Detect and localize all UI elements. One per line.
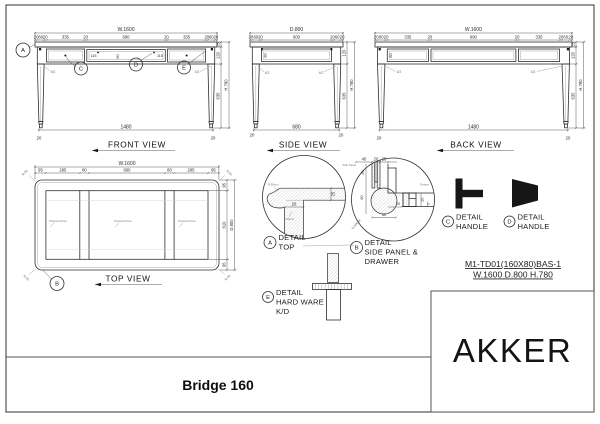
dim-label: 690: [122, 34, 130, 40]
dim-label: 295: [59, 167, 67, 173]
dim-label: 60: [334, 34, 340, 40]
dim-label: 25: [570, 42, 576, 47]
dim-label: 95: [221, 182, 227, 188]
dim-label: 20: [330, 34, 335, 40]
knob-right: [186, 55, 188, 57]
detail-label: DRAWER: [364, 257, 400, 266]
panel-note: Plywood 9mm: [114, 219, 132, 223]
dim-label: 20: [360, 170, 365, 175]
dim-label: 20: [249, 132, 255, 138]
detail-label: DETAIL: [278, 233, 306, 242]
callout-letter: E: [266, 295, 270, 302]
dim-label: 80: [167, 167, 172, 173]
dim-label: H.780: [348, 79, 354, 91]
dim-label: 60: [208, 34, 214, 40]
detail-label: HANDLE: [456, 222, 489, 231]
dim-label: 20: [381, 156, 387, 162]
dim-label: 680: [292, 124, 301, 131]
callout-letter: D: [507, 219, 512, 226]
dim-label: 20: [204, 34, 210, 40]
dim-label: H.780: [577, 79, 583, 91]
dim-label: R.50: [22, 273, 31, 282]
dim-label: 295: [187, 167, 195, 173]
detail-label: SIDE PANEL &: [364, 247, 418, 257]
leg-note: 4/2: [194, 70, 200, 74]
dim-label: 20: [568, 34, 574, 40]
dim-label: 60: [378, 34, 384, 40]
dim-label: 20: [376, 135, 382, 141]
leg-post-mark: [567, 48, 569, 50]
dim-label: 80: [389, 53, 393, 58]
leg-note: 4/2: [50, 70, 56, 74]
dim-label: 40: [361, 156, 367, 162]
callout-letter: C: [445, 219, 451, 226]
leg-note: 4/2: [396, 70, 402, 74]
dim-label: W.1600: [464, 27, 482, 33]
dim-label: D.800: [228, 219, 234, 231]
screw-dot: [153, 52, 155, 54]
dim-label: 335: [404, 34, 412, 40]
detail-label: DETAIL: [276, 288, 304, 297]
dim-label: 25: [330, 191, 336, 197]
detail-label: HANDLE: [517, 222, 550, 231]
dim-label: 60: [253, 34, 259, 40]
dim-label: 635: [570, 92, 576, 100]
panel-note: Plywood 9mm: [49, 219, 67, 223]
callout-letter: A: [21, 48, 25, 55]
dim-label: 20: [565, 135, 571, 141]
dim-label: 80: [263, 53, 268, 58]
dim-label: 3.50mm: [284, 217, 295, 221]
dim-label: 20: [33, 34, 39, 40]
dim-label: 20: [514, 34, 520, 40]
dim-label: R.50: [223, 273, 232, 282]
dim-label: 1480: [467, 124, 479, 131]
dim-label: 690: [469, 34, 477, 40]
leg-note: 4/2: [318, 71, 324, 75]
part-code-block: [465, 259, 561, 280]
dim-label: 115: [90, 53, 97, 58]
dim-label: 20: [248, 34, 254, 40]
leg-post-mark: [261, 48, 263, 50]
knob-left: [64, 55, 66, 57]
dim-label: R.50mm: [268, 182, 279, 187]
dim-label: 80: [82, 167, 87, 173]
dim-label: R.50MM: [350, 218, 362, 231]
dim-label: D.800: [289, 27, 304, 33]
dim-label: 1480: [120, 124, 132, 131]
dim-label: 635: [341, 92, 347, 100]
view-label: TOP VIEW: [105, 273, 151, 284]
dim-label: 335: [535, 34, 543, 40]
dowel-section: [371, 188, 397, 214]
dim-label: 120: [215, 52, 221, 59]
product-code: M1-TD01(160X80)BAS-1: [464, 259, 562, 269]
handle-stem: [463, 190, 484, 197]
callout-letter: E: [182, 65, 186, 72]
callout-letter: A: [268, 240, 272, 247]
callout-letter: B: [55, 281, 59, 288]
dim-label: 660: [123, 167, 131, 173]
dim-label: 115: [156, 53, 164, 58]
dim-label: 60: [563, 34, 569, 40]
callout-letter: C: [78, 66, 84, 73]
product-title: Bridge 160: [182, 377, 254, 393]
dim-label: 95: [221, 262, 227, 268]
view-label: FRONT VIEW: [108, 139, 166, 150]
dim-label: W.1600: [117, 27, 135, 33]
dim-label: 20: [373, 156, 379, 162]
dim-label: 20: [83, 34, 88, 40]
dim-label: 20: [338, 132, 344, 138]
detail-label: DETAIL: [517, 212, 545, 222]
dim-label: 25: [215, 42, 221, 47]
dim-label: H.780: [223, 79, 229, 91]
brand-logo: AKKER: [452, 332, 573, 369]
dim-label: 5: [427, 203, 431, 205]
panel-note: Plywood 9mm: [178, 219, 196, 223]
dim-label: 20: [210, 135, 216, 141]
bolt-thread: [328, 254, 339, 283]
dim-label: 335: [61, 34, 69, 40]
dim-label: 50: [116, 54, 120, 59]
callout-letter: B: [354, 245, 359, 252]
dim-label: 335: [183, 34, 191, 40]
dim-label: 120: [570, 52, 576, 59]
detail-label: K/D: [276, 307, 290, 316]
screw-dot: [97, 52, 99, 54]
section-note: Drawer: [420, 182, 430, 187]
dim-label: 20: [383, 34, 389, 40]
section-note: Side Panel: [342, 163, 356, 167]
dim-label: 60: [38, 34, 44, 40]
dim-label: W.1600: [118, 161, 136, 167]
dim-label: 20: [213, 34, 219, 40]
dim-label: 20: [427, 34, 433, 40]
view-label: SIDE VIEW: [278, 139, 328, 150]
dim-label: 95: [38, 167, 43, 173]
leg-note: 4/2: [530, 70, 536, 74]
dim-label: 635: [215, 92, 221, 100]
dim-label: 60: [359, 195, 364, 200]
detail-label: DETAIL: [364, 238, 392, 247]
detail-label: TOP: [278, 242, 295, 252]
dim-label: 60: [381, 213, 387, 217]
dim-label: R.50: [225, 168, 233, 177]
dim-label: 20: [42, 34, 48, 40]
dim-label: 20: [339, 34, 345, 40]
detail-label: DETAIL: [456, 212, 484, 222]
dim-label: 20: [258, 34, 263, 40]
leg-post-mark: [39, 48, 41, 50]
leg-post-mark: [331, 48, 333, 50]
dim-label: 20: [373, 34, 379, 40]
product-dimensions: W.1600 D.800 H.780: [473, 269, 553, 280]
dim-label: R.50: [20, 168, 29, 177]
dim-label: 20: [164, 34, 169, 40]
dim-label: 20: [291, 201, 297, 207]
dim-label: 20: [395, 201, 401, 206]
dim-label: 20: [558, 34, 564, 40]
handle-side-profile: [456, 179, 463, 209]
leg-post-mark: [379, 48, 381, 50]
dim-label: 95: [211, 167, 216, 173]
detail-label: HARD WARE: [276, 297, 324, 307]
leg-note: 4/2: [264, 71, 270, 75]
leg-post-mark: [211, 48, 213, 50]
callout-letter: D: [133, 62, 139, 69]
dim-label: 610: [221, 221, 227, 229]
dim-label: 20: [36, 135, 42, 141]
dim-label: 600: [293, 34, 300, 40]
dim-label: 20: [420, 197, 425, 202]
view-label: BACK VIEW: [450, 139, 502, 150]
dim-label: 120: [341, 49, 347, 57]
